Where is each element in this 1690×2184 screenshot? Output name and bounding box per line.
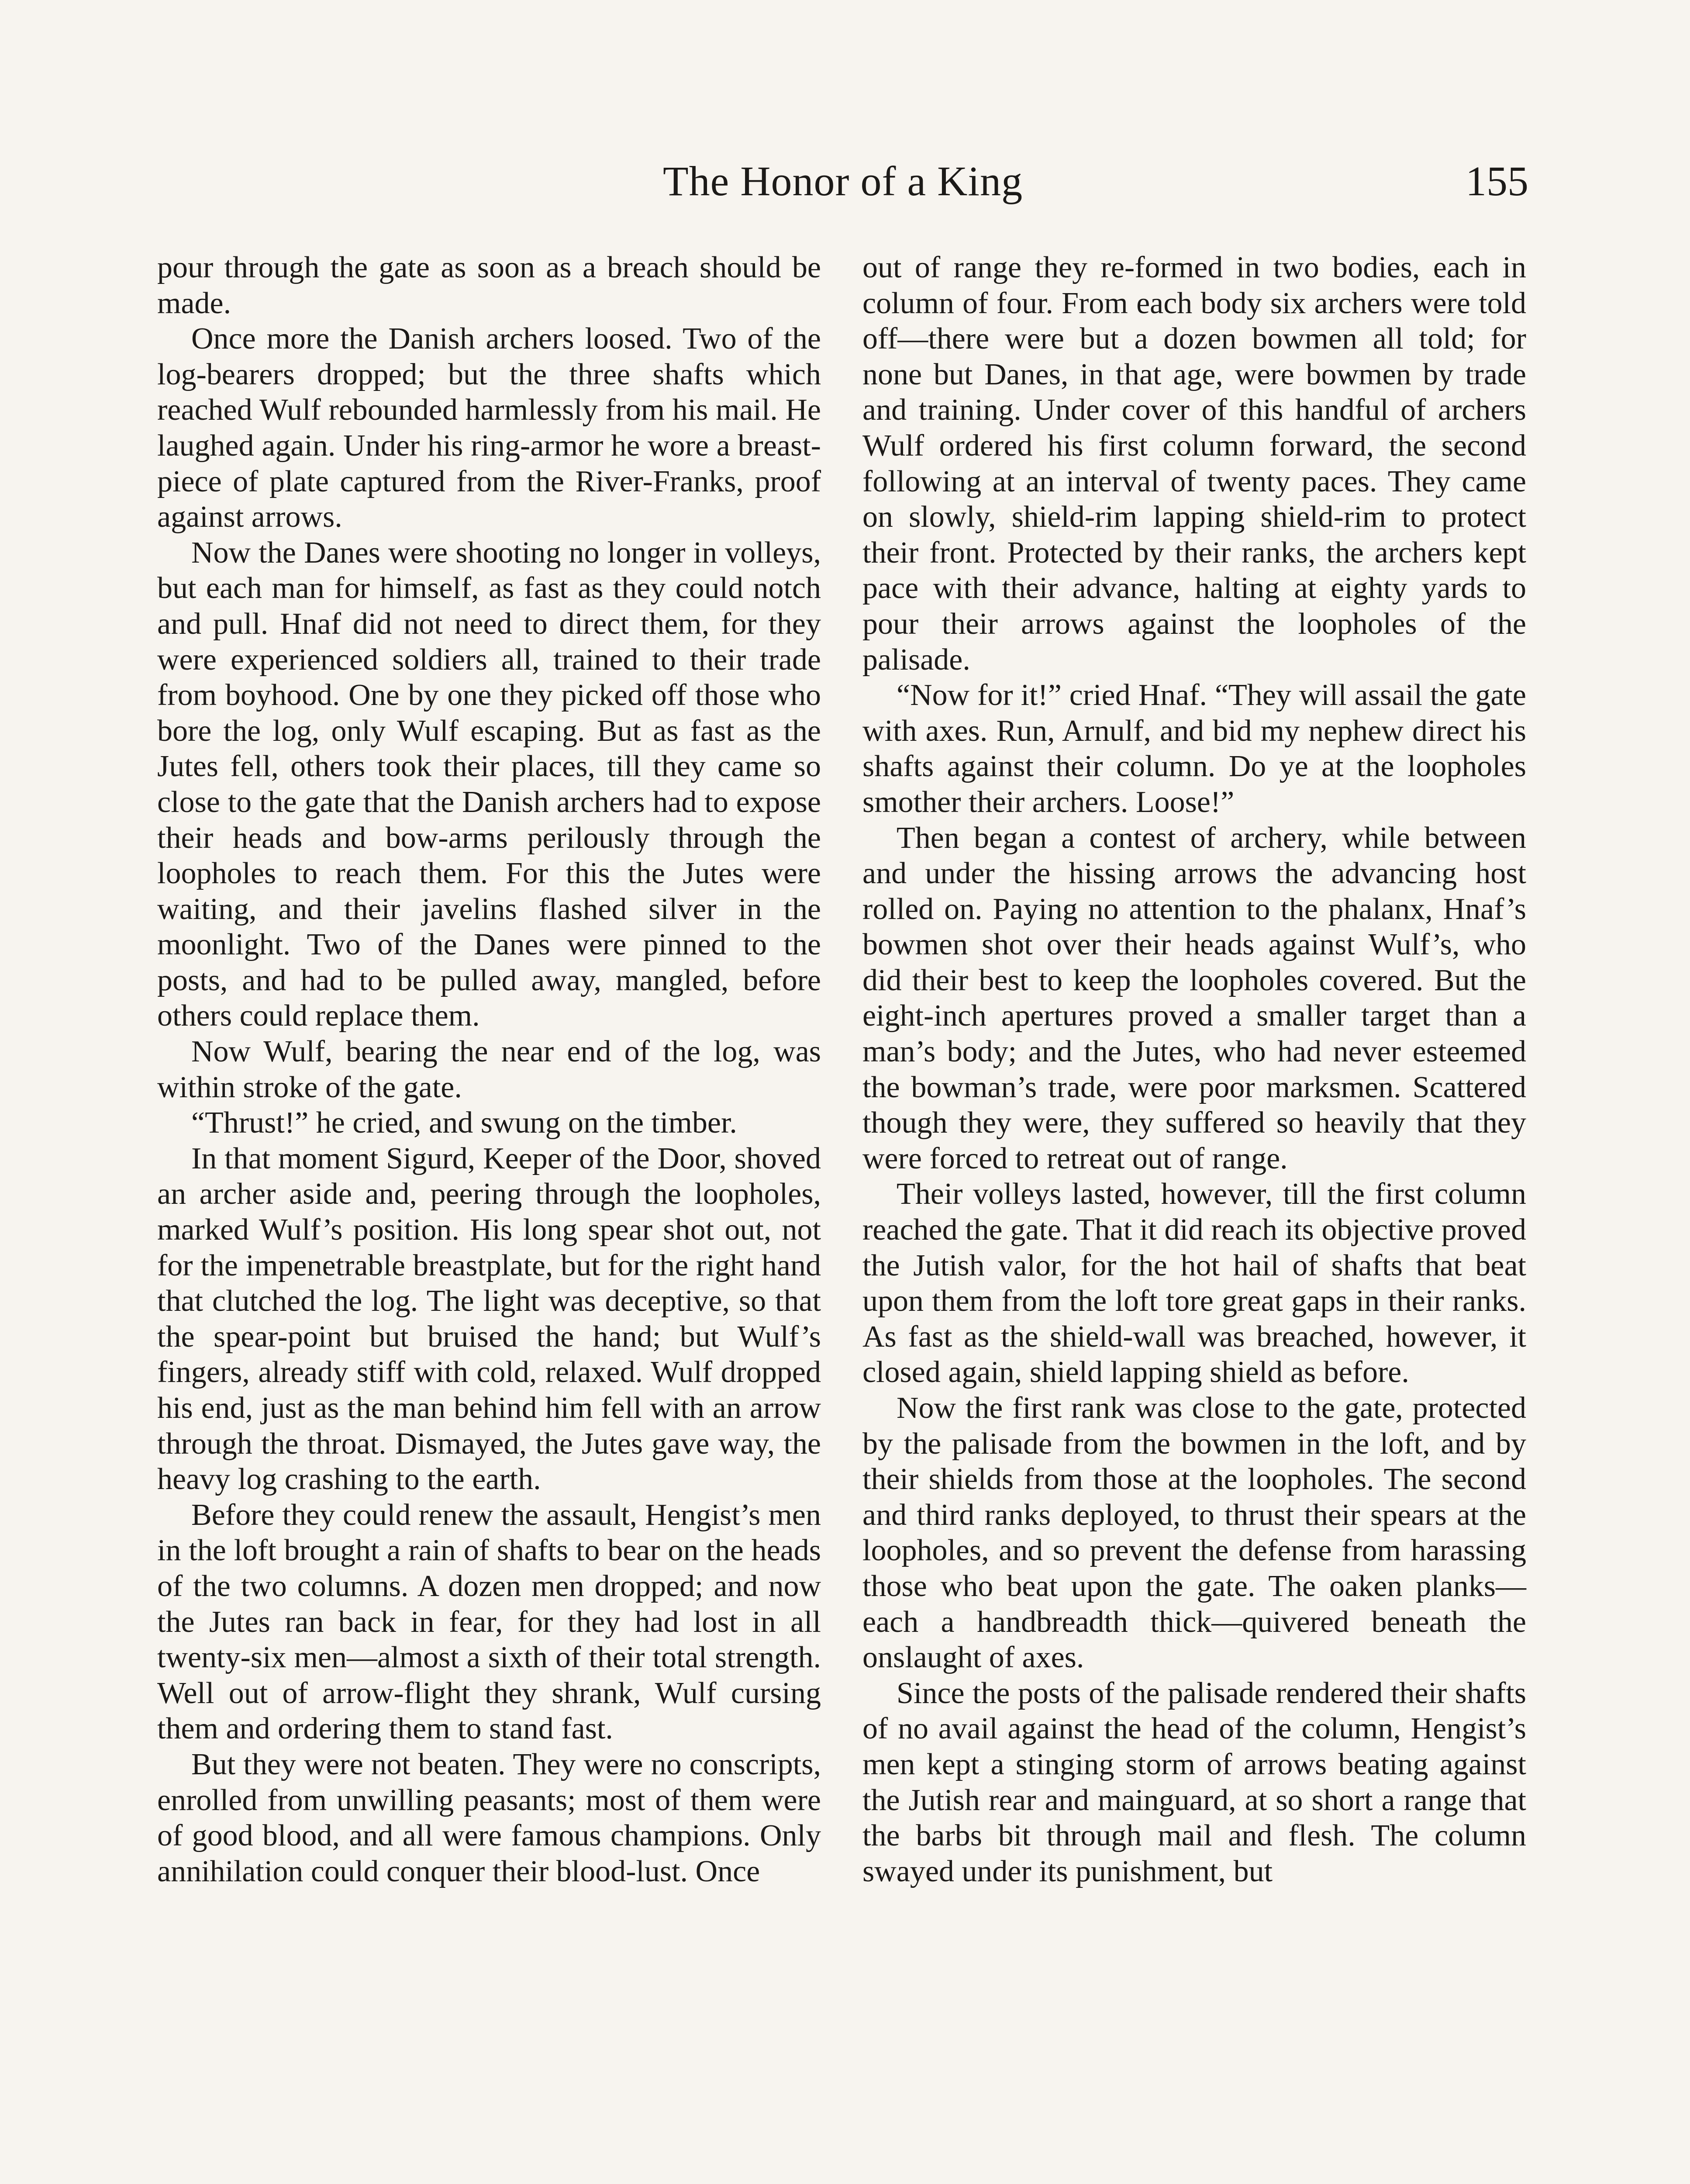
paragraph: Since the posts of the palisade rendered their shafts of no avail against the head of the column, Hengist’s men kept a stinging storm of arrows beating against the Jutish rear and mainguard, at so short a range that the barbs bit through mail and flesh. The column swayed under its punishment, but	[862, 1676, 1526, 1888]
running-title: The Honor of a King	[662, 158, 1023, 204]
paragraph: Their volleys lasted, however, till the first column reached the gate. That it did reach its objective proved the Jutish valor, for the hot hail of shafts that beat upon them from the loft tore great gaps in their ranks. As fast as the shield-wall was breached, however, it closed again, shield lapping shield as before.	[862, 1177, 1526, 1389]
paragraph: “Now for it!” cried Hnaf. “They will assail the gate with axes. Run, Arnulf, and bid my nephew direct his shafts against their column. Do ye at the loopholes smother their archers. Loose!”	[862, 678, 1526, 819]
left-column	[157, 250, 821, 1889]
paragraph: Now Wulf, bearing the near end of the log, was within stroke of the gate.	[157, 1035, 821, 1104]
paragraph: out of range they re-formed in two bodies, each in column of four. From each body six archers were told off—there were but a dozen bowmen all told; for none but Danes, in that age, were bowmen by trade and training. Under cover of this handful of archers Wulf ordered his first column forward, the second following at an interval of twenty paces. They came on slowly, shield-rim lapping shield-rim to protect their front. Protected by their ranks, the archers kept pace with their advance, halting at eighty yards to pour their arrows against the loopholes of the palisade.	[862, 251, 1526, 677]
paragraph: Then began a contest of archery, while between and under the hissing arrows the advancing host rolled on. Paying no attention to the phalanx, Hnaf’s bowmen shot over their heads against Wulf’s, who did their best to keep the loopholes covered. But the eight-inch apertures proved a smaller target than a man’s body; and the Jutes, who had never esteemed the bowman’s trade, were poor marksmen. Scattered though they were, they suffered so heavily that they were forced to retreat out of range.	[862, 821, 1526, 1175]
paragraph: pour through the gate as soon as a breach should be made.	[157, 251, 821, 320]
right-column	[862, 250, 1526, 1889]
paragraph: Once more the Danish archers loosed. Two of the log-bearers dropped; but the three shafts which reached Wulf rebounded harmlessly from his mail. He laughed again. Under his ring-armor he wore a breast-piece of plate captured from the River-Franks, proof against arrows.	[157, 322, 821, 534]
paragraph: But they were not beaten. They were no conscripts, enrolled from unwilling peasants; most of them were of good blood, and all were famous champions. Only annihilation could conquer their blood-lust. Once	[157, 1747, 821, 1888]
page-number: 155	[1466, 158, 1528, 204]
paragraph: Now the Danes were shooting no longer in volleys, but each man for himself, as fast as they could notch and pull. Hnaf did not need to direct them, for they were experienced soldiers all, trained to their trade from boyhood. One by one they picked off those who bore the log, only Wulf escaping. But as fast as the Jutes fell, others took their places, till they came so close to the gate that the Danish archers had to expose their heads and bow-arms perilously through the loopholes to reach them. For this the Jutes were waiting, and their javelins flashed silver in the moonlight. Two of the Danes were pinned to the posts, and had to be pulled away, mangled, before others could replace them.	[157, 536, 821, 1033]
paragraph: Before they could renew the assault, Hengist’s men in the loft brought a rain of shafts to bear on the heads of the two columns. A dozen men dropped; and now the Jutes ran back in fear, for they had lost in all twenty-six men—almost a sixth of their total strength. Well out of arrow-flight they shrank, Wulf cursing them and ordering them to stand fast.	[157, 1498, 821, 1746]
paragraph: In that moment Sigurd, Keeper of the Door, shoved an archer aside and, peering through the loopholes, marked Wulf’s position. His long spear shot out, not for the impenetrable breastplate, but for the right hand that clutched the log. The light was deceptive, so that the spear-point but bruised the hand; but Wulf’s fingers, already stiff with cold, relaxed. Wulf dropped his end, just as the man behind him fell with an arrow through the throat. Dismayed, the Jutes gave way, the heavy log crashing to the earth.	[157, 1141, 821, 1496]
paragraph: Now the first rank was close to the gate, protected by the palisade from the bowmen in the loft, and by their shields from those at the loopholes. The second and third ranks deployed, to thrust their spears at the loopholes, and so prevent the defense from harassing those who beat upon the gate. The oaken planks—each a handbreadth thick—quivered beneath the onslaught of axes.	[862, 1391, 1526, 1675]
paragraph: “Thrust!” he cried, and swung on the timber.	[191, 1106, 737, 1140]
page-header	[157, 153, 1528, 210]
